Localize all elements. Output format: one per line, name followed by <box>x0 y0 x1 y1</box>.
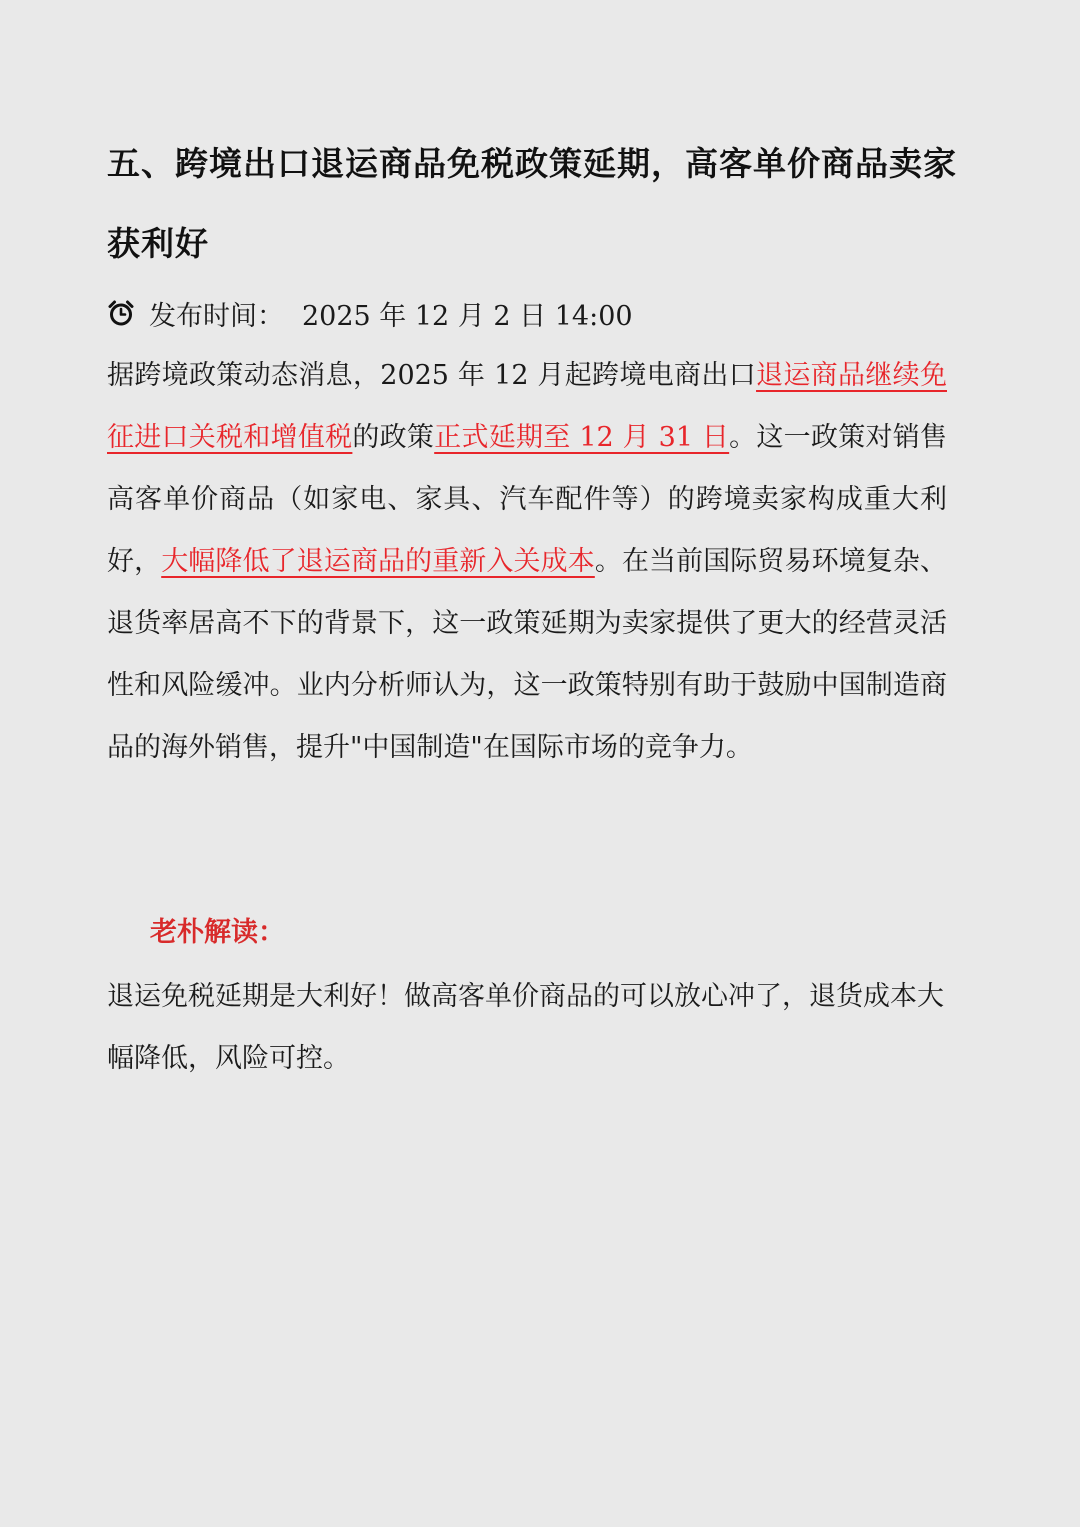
commentary-text: 退运免税延期是大利好！做高客单价商品的可以放心冲了，退货成本大幅降低，风险可控。 <box>107 981 944 1074</box>
highlight-cost-reduction: 大幅降低了退运商品的重新入关成本 <box>161 546 595 577</box>
body-text-segment: 。这一政策对销售高客单价商品（如家电、家具、汽车配件等）的跨境卖家构成重大利好， <box>107 422 948 577</box>
article-body <box>107 345 947 779</box>
highlight-extension-date: 正式延期至 12 月 31 日 <box>434 422 730 453</box>
commentary-title: 老朴解读： <box>150 917 285 948</box>
article-title: 五、跨境出口退运商品免税政策延期，高客单价商品卖家获利好 <box>107 144 957 263</box>
body-text-segment: 据跨境政策动态消息，2025 年 12 月起跨境电商出口 <box>107 360 757 391</box>
alarm-clock-icon <box>107 299 135 327</box>
body-text-segment: 的政策 <box>352 422 435 453</box>
publish-info <box>107 292 633 334</box>
body-text-segment: 。在当前国际贸易环境复杂、退货率居高不下的背景下，这一政策延期为卖家提供了更大的经营灵活性和风险缓冲。业内分析师认为，这一政策特别有助于鼓励中国制造商品的海外销售，提升"中国制造"在国际市场的竞争力。 <box>107 546 948 763</box>
publish-label: 发布时间： <box>149 300 284 332</box>
publish-datetime: 2025 年 12 月 2 日 14:00 <box>302 300 633 332</box>
highlight-duty-exemption: 退运商品继续免征进口关税和增值税 <box>107 360 947 453</box>
